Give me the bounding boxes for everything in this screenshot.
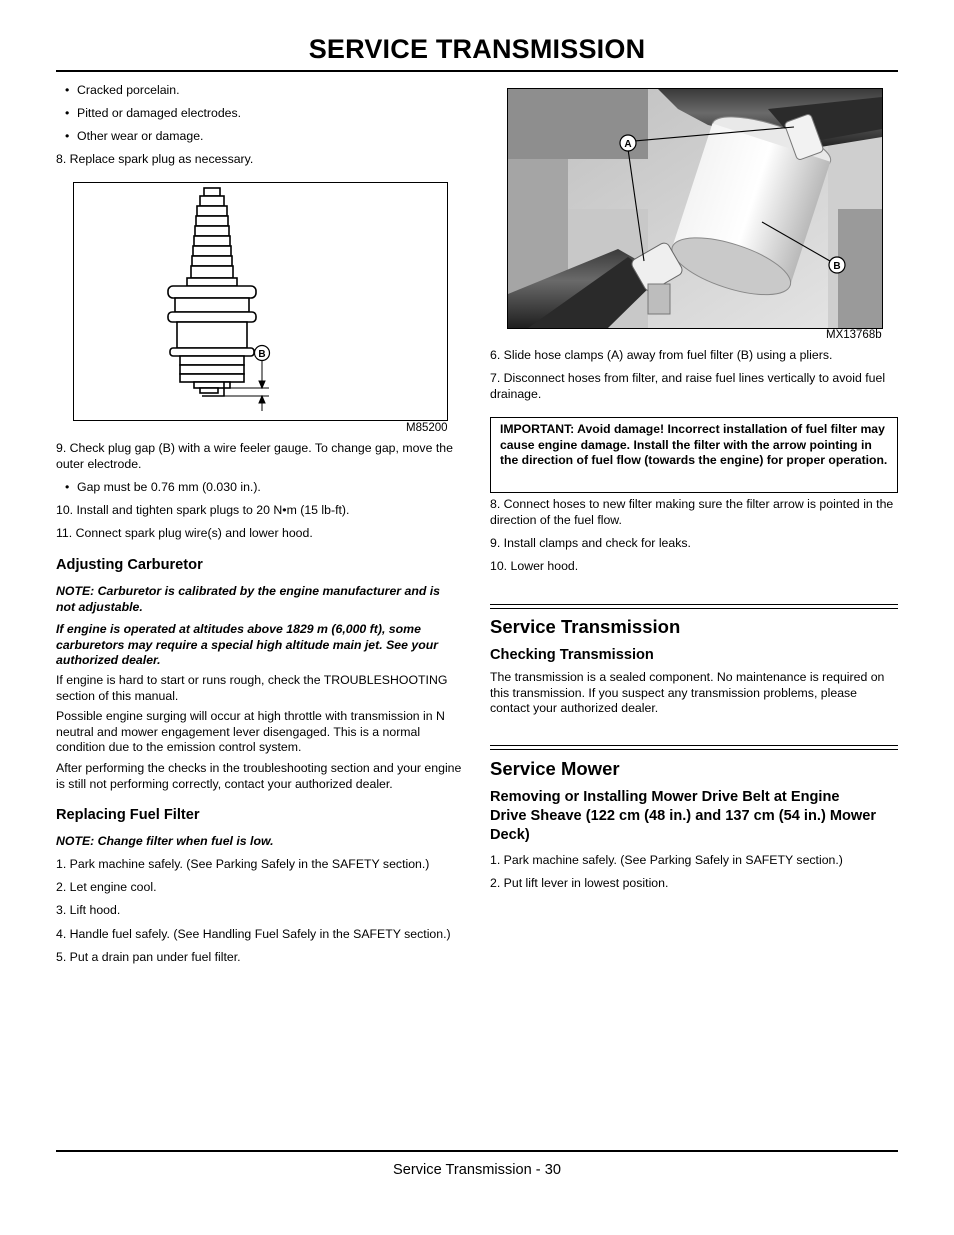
callout-a: A — [624, 139, 632, 150]
step-10-right: 10. Lower hood. — [490, 559, 579, 573]
filter-step: 4. Handle fuel safely. (See Handling Fuel Safely in the SAFETY section.) — [56, 927, 451, 941]
list-item: • Pitted or damaged electrodes. — [65, 106, 241, 120]
callout-b: B — [258, 349, 266, 360]
section-rule — [490, 745, 898, 746]
page-footer: Service Transmission - 30 — [393, 1162, 561, 1178]
step-10: 10. Install and tighten spark plugs to 20 N•m (15 lb-ft). — [56, 503, 350, 517]
carburetor-para-1: If engine is hard to start or runs rough, check the TROUBLESHOOTING section of this manual. — [56, 673, 448, 703]
step-9-right: 9. Install clamps and check for leaks. — [490, 536, 691, 550]
page-title: SERVICE TRANSMISSION — [308, 34, 646, 64]
mower-step: 1. Park machine safely. (See Parking Safely in SAFETY section.) — [490, 853, 843, 867]
section-rule — [490, 749, 898, 750]
figure-caption: M85200 — [406, 422, 448, 434]
mower-belt-heading: Removing or Installing Mower Drive Belt at Engine Drive Sheave (122 cm (48 in.) and 137 cm (54 in.) Mower Deck) — [490, 789, 877, 843]
filter-step: 1. Park machine safely. (See Parking Safely in the SAFETY section.) — [56, 857, 430, 871]
carburetor-note-2: If engine is operated at altitudes above 1829 m (6,000 ft), some carburetors may require a special high altitude main jet. See your authorized dealer. — [56, 622, 439, 667]
list-item: • Cracked porcelain. — [65, 83, 180, 97]
section-rule — [490, 608, 898, 609]
filter-step: 5. Put a drain pan under fuel filter. — [56, 950, 241, 964]
carburetor-para-3: After performing the checks in the troubleshooting section and your engine is still not performing correctly, contact your authorized dealer. — [56, 761, 462, 791]
spark-plug-illustration — [74, 183, 447, 420]
callout-b: B — [833, 261, 841, 272]
section-rule — [490, 604, 898, 605]
step-7: 7. Disconnect hoses from filter, and raise fuel lines vertically to avoid fuel drainage. — [490, 371, 886, 401]
step-6: 6. Slide hose clamps (A) away from fuel filter (B) using a pliers. — [490, 348, 833, 362]
fuel-filter-note: NOTE: Change filter when fuel is low. — [56, 834, 274, 848]
filter-step: 2. Let engine cool. — [56, 880, 157, 894]
checking-transmission-heading: Checking Transmission — [490, 647, 654, 663]
footer-rule — [56, 1150, 898, 1152]
step-9: 9. Check plug gap (B) with a wire feeler gauge. To change gap, move the outer electrode. — [56, 441, 453, 471]
service-mower-heading: Service Mower — [490, 758, 620, 779]
service-transmission-heading: Service Transmission — [490, 616, 681, 637]
spark-plug-figure — [73, 182, 448, 421]
step-11: 11. Connect spark plug wire(s) and lower hood. — [56, 526, 313, 540]
step-8-right: 8. Connect hoses to new filter making sure the filter arrow is pointed in the direction of the fuel flow. — [490, 497, 894, 527]
list-item: • Gap must be 0.76 mm (0.030 in.). — [65, 480, 261, 494]
mower-step: 2. Put lift lever in lowest position. — [490, 876, 669, 890]
title-rule — [56, 70, 898, 72]
important-notice: IMPORTANT: Avoid damage! Incorrect installation of fuel filter may cause engine damage. Install the filter with the arrow pointing in the direction of fuel flow (towards the engine) for proper operation. — [490, 417, 898, 493]
filter-step: 3. Lift hood. — [56, 903, 121, 917]
transmission-para: The transmission is a sealed component. No maintenance is required on this transmission. If you suspect any transmission problems, please contact your authorized dealer. — [490, 670, 885, 715]
list-item: • Other wear or damage. — [65, 129, 203, 143]
fuel-filter-figure — [507, 88, 883, 329]
carburetor-para-2: Possible engine surging will occur at high throttle with transmission in N neutral and mower engagement lever disengaged. This is a normal condition due to the emission control system. — [56, 709, 445, 754]
fuel-filter-illustration — [508, 89, 882, 328]
carburetor-note-1: NOTE: Carburetor is calibrated by the engine manufacturer and is not adjustable. — [56, 584, 441, 614]
step-8: 8. Replace spark plug as necessary. — [56, 152, 254, 166]
figure-caption: MX13768b — [826, 329, 882, 341]
fuel-filter-heading: Replacing Fuel Filter — [56, 807, 200, 823]
carburetor-heading: Adjusting Carburetor — [56, 557, 203, 573]
